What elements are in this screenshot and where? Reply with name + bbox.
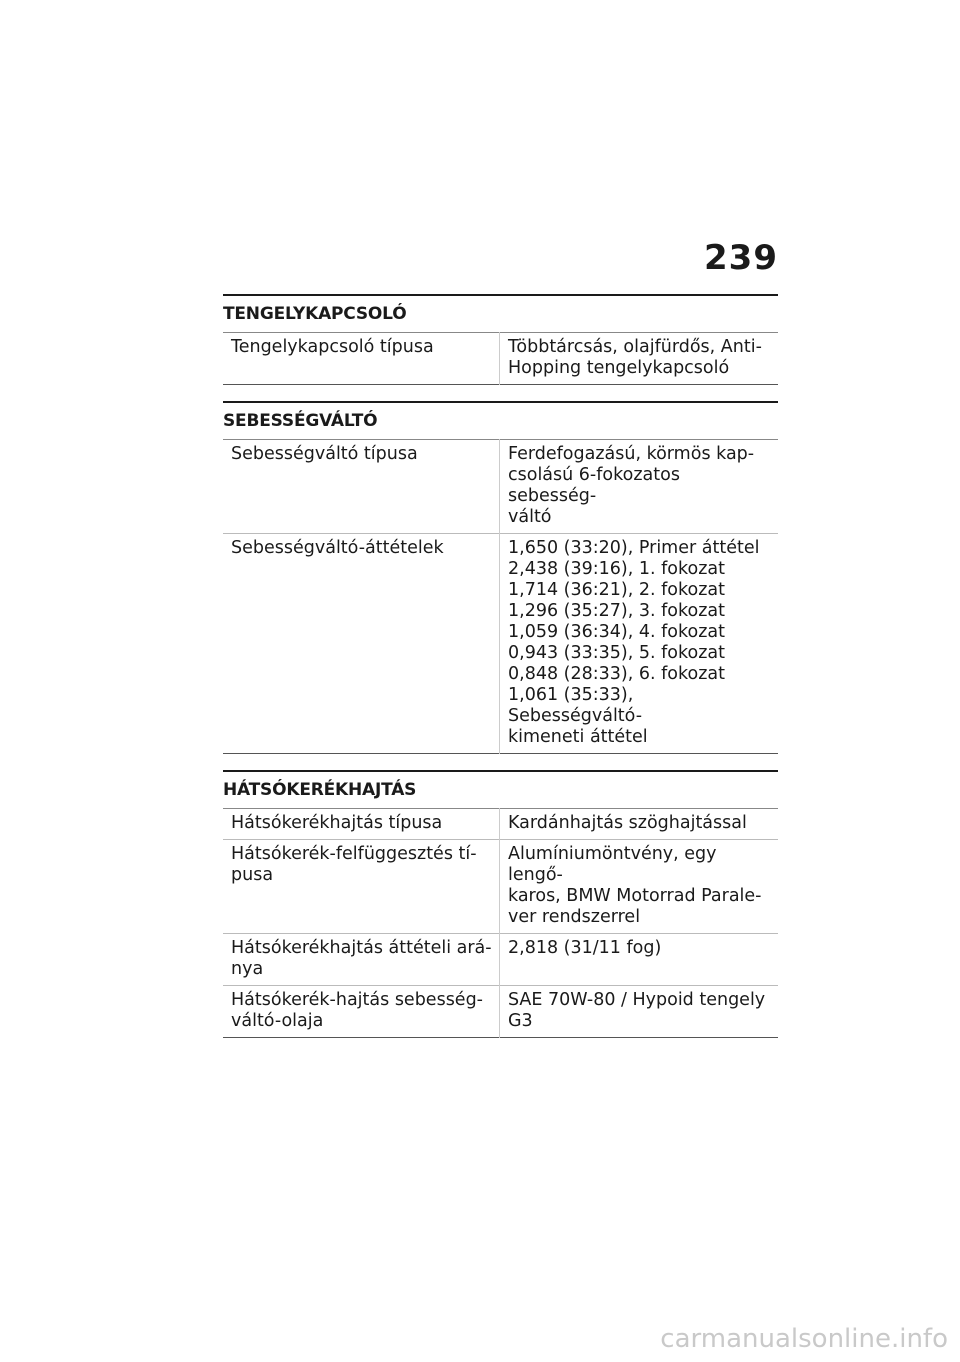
value-line: 2,438 (39:16), 1. fokozat [508, 559, 725, 579]
label-line: Hátsókerékhajtás áttételi ará- [231, 938, 492, 958]
value-line: Hopping tengelykapcsoló [508, 358, 730, 378]
table-row [223, 440, 778, 534]
spec-label [223, 333, 500, 385]
value-line: csolású 6-fokozatos sebesség- [508, 465, 680, 506]
label-line: Sebességváltó típusa [231, 444, 418, 464]
label-line: nya [231, 959, 264, 979]
spec-value [500, 809, 779, 840]
spec-value [500, 934, 779, 986]
value-line: 1,061 (35:33), Sebességváltó- [508, 685, 643, 726]
spec-value [500, 534, 779, 754]
section-rear-drive [223, 770, 778, 1038]
label-line: Hátsókerék-hajtás sebesség- [231, 990, 483, 1010]
table-row [223, 934, 778, 986]
spec-table [223, 808, 778, 1038]
watermark-footer[interactable]: carmanualsonline.info [660, 1324, 948, 1354]
spec-label [223, 840, 500, 934]
spec-label [223, 440, 500, 534]
section-title: TENGELYKAPCSOLÓ [223, 304, 407, 324]
value-line: 1,650 (33:20), Primer áttétel [508, 538, 760, 558]
value-line: Többtárcsás, olajfürdős, Anti- [508, 337, 762, 357]
table-row [223, 333, 778, 385]
table-row [223, 534, 778, 754]
value-line: Kardánhajtás szöghajtással [508, 813, 747, 833]
value-line: SAE 70W-80 / Hypoid tengely [508, 990, 766, 1010]
label-line: pusa [231, 865, 274, 885]
value-line: ver rendszerrel [508, 907, 641, 927]
value-line: Alumíniumöntvény, egy lengő- [508, 844, 717, 885]
spec-value [500, 333, 779, 385]
spec-table [223, 439, 778, 754]
label-line: Hátsókerékhajtás típusa [231, 813, 443, 833]
label-line: Sebességváltó-áttételek [231, 538, 444, 558]
value-line: 0,848 (28:33), 6. fokozat [508, 664, 725, 684]
label-line: váltó-olaja [231, 1011, 324, 1031]
label-line: Tengelykapcsoló típusa [231, 337, 434, 357]
table-row [223, 809, 778, 840]
spec-value [500, 840, 779, 934]
value-line: váltó [508, 507, 552, 527]
table-row [223, 840, 778, 934]
spec-label [223, 934, 500, 986]
value-line: Ferdefogazású, körmös kap- [508, 444, 755, 464]
value-line: kimeneti áttétel [508, 727, 648, 747]
spec-value [500, 440, 779, 534]
section-title: HÁTSÓKERÉKHAJTÁS [223, 780, 417, 800]
value-line: G3 [508, 1011, 533, 1031]
spec-label [223, 809, 500, 840]
section-title: SEBESSÉGVÁLTÓ [223, 411, 378, 431]
value-line: 1,296 (35:27), 3. fokozat [508, 601, 725, 621]
label-line: Hátsókerék-felfüggesztés tí- [231, 844, 477, 864]
section-gearbox [223, 401, 778, 754]
spec-table [223, 332, 778, 385]
spec-label [223, 534, 500, 754]
value-line: 1,714 (36:21), 2. fokozat [508, 580, 725, 600]
section-clutch [223, 294, 778, 385]
value-line: 1,059 (36:34), 4. fokozat [508, 622, 725, 642]
table-row [223, 986, 778, 1038]
spec-label [223, 986, 500, 1038]
value-line: 0,943 (33:35), 5. fokozat [508, 643, 725, 663]
spec-value [500, 986, 779, 1038]
spec-content [223, 294, 778, 1054]
value-line: 2,818 (31/11 fog) [508, 938, 662, 958]
value-line: karos, BMW Motorrad Parale- [508, 886, 762, 906]
page-number: 239 [704, 238, 778, 278]
